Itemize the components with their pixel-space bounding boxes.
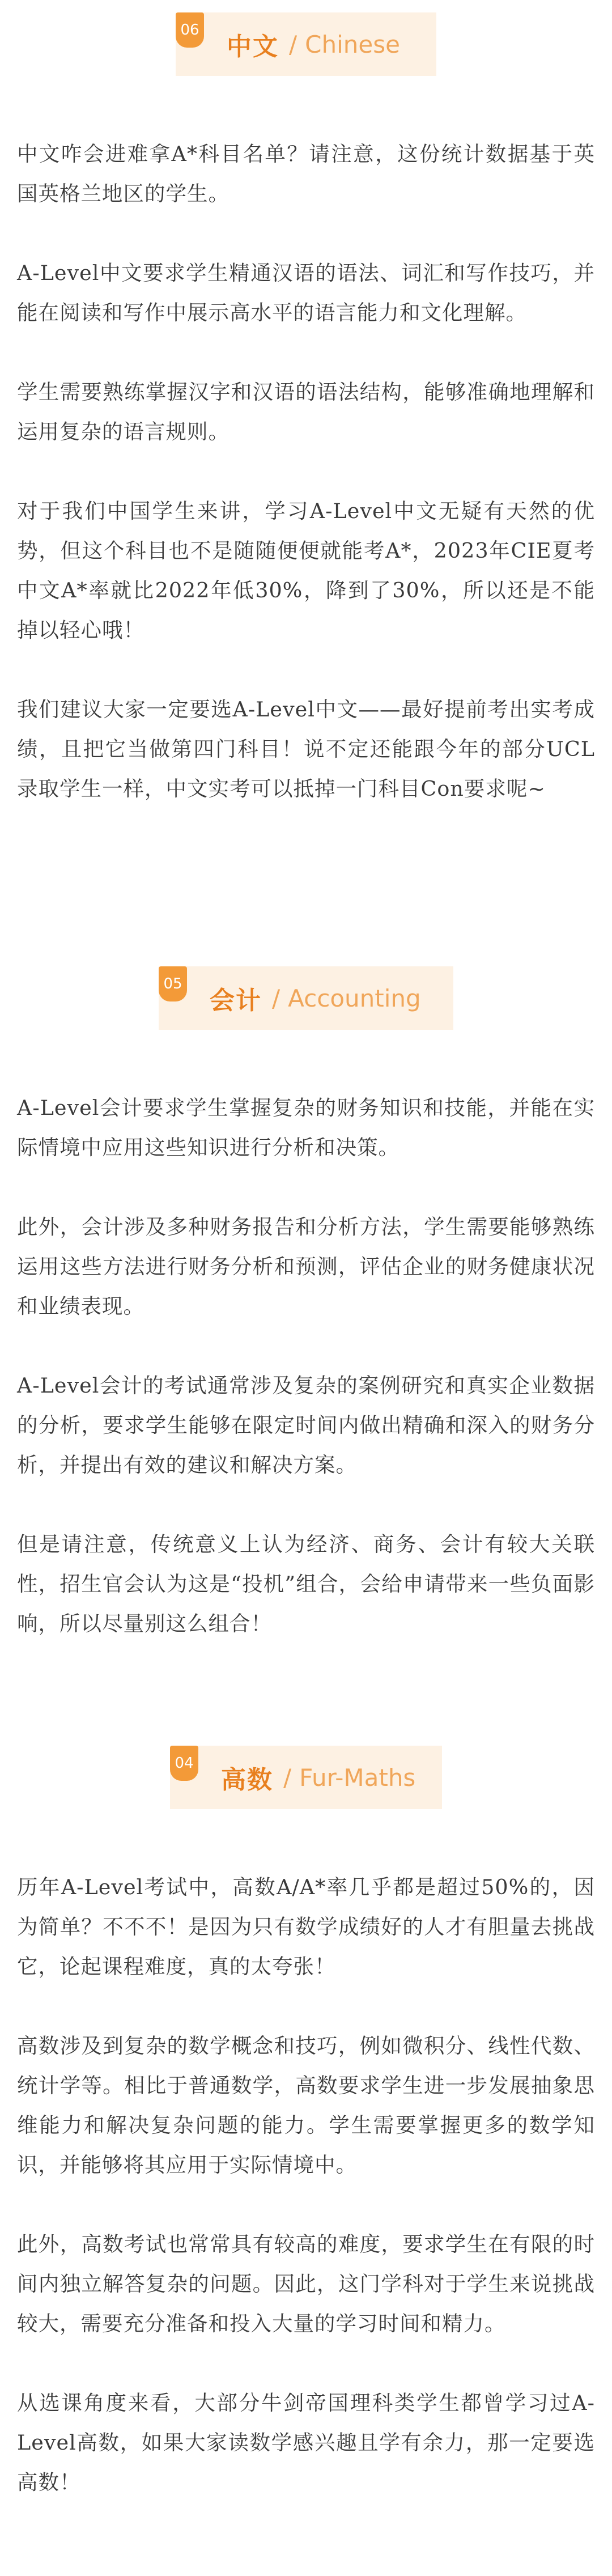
paragraph: A-Level会计的考试通常涉及复杂的案例研究和真实企业数据的分析，要求学生能够在限定时间内做出精确和深入的财务分析，并提出有效的建议和解决方案。 [17, 1373, 595, 1477]
section-number-badge: 06 [176, 12, 204, 48]
section-title: 高数 [221, 1766, 273, 1794]
section-number-badge: 05 [159, 966, 187, 1001]
paragraph: 从选课角度来看，大部分牛剑帝国理科类学生都曾学习过A-Level高数，如果大家读数学感兴趣且学有余力，那一定要选高数！ [17, 2391, 595, 2494]
section-accounting [17, 966, 595, 1644]
paragraph: 高数涉及到复杂的数学概念和技巧，例如微积分、线性代数、统计学等。相比于普通数学，高数要求学生进一步发展抽象思维能力和解决复杂问题的能力。学生需要掌握更多的数学知识，并能够将其应用于实际情境中。 [17, 2034, 595, 2177]
section-chinese [17, 12, 595, 809]
paragraph: A-Level会计要求学生掌握复杂的财务知识和技能，并能在实际情境中应用这些知识进行分析和决策。 [17, 1096, 595, 1160]
section-heading [159, 966, 453, 1030]
paragraph: 此外，高数考试也常常具有较高的难度，要求学生在有限的时间内独立解答复杂的问题。因此，这门学科对于学生来说挑战较大，需要充分准备和投入大量的学习时间和精力。 [17, 2232, 595, 2336]
paragraph: 对于我们中国学生来讲，学习A-Level中文无疑有天然的优势，但这个科目也不是随随便便就能考A*，2023年CIE夏考中文A*率就比2022年低30%，降到了30%，所以还是不能掉以轻心哦！ [17, 499, 595, 642]
paragraph: A-Level中文要求学生精通汉语的语法、词汇和写作技巧，并能在阅读和写作中展示高水平的语言能力和文化理解。 [17, 261, 595, 325]
section-heading [170, 1746, 442, 1809]
heading-separator: / [289, 30, 298, 58]
paragraph: 此外，会计涉及多种财务报告和分析方法，学生需要能够熟练运用这些方法进行财务分析和预测，评估企业的财务健康状况和业绩表现。 [17, 1215, 595, 1318]
section-title-en: Chinese [305, 30, 400, 58]
section-title-en: Fur-Maths [299, 1763, 416, 1792]
section-title-en: Accounting [288, 984, 421, 1012]
section-title: 中文 [227, 32, 279, 61]
section-title: 会计 [210, 986, 262, 1015]
paragraph: 历年A-Level考试中，高数A/A*率几乎都是超过50%的，因为简单？不不不！是因为只有数学成绩好的人才有胆量去挑战它，论起课程难度，真的太夸张！ [17, 1875, 595, 1979]
section-heading [176, 12, 436, 76]
heading-separator: / [283, 1763, 292, 1792]
section-number-badge: 04 [170, 1746, 198, 1781]
paragraph: 我们建议大家一定要选A-Level中文——最好提前考出实考成绩，且把它当做第四门科目！说不定还能跟今年的部分UCL录取学生一样，中文实考可以抵掉一门科目Con要求呢~ [17, 697, 595, 801]
section-further-maths [17, 1746, 595, 2502]
paragraph: 中文咋会进难拿A*科目名单？请注意，这份统计数据基于英国英格兰地区的学生。 [17, 142, 595, 206]
paragraph: 学生需要熟练掌握汉字和汉语的语法结构，能够准确地理解和运用复杂的语言规则。 [17, 380, 595, 444]
paragraph: 但是请注意，传统意义上认为经济、商务、会计有较大关联性，招生官会认为这是“投机”组合，会给申请带来一些负面影响，所以尽量别这么组合！ [17, 1532, 595, 1636]
heading-separator: / [272, 984, 280, 1012]
